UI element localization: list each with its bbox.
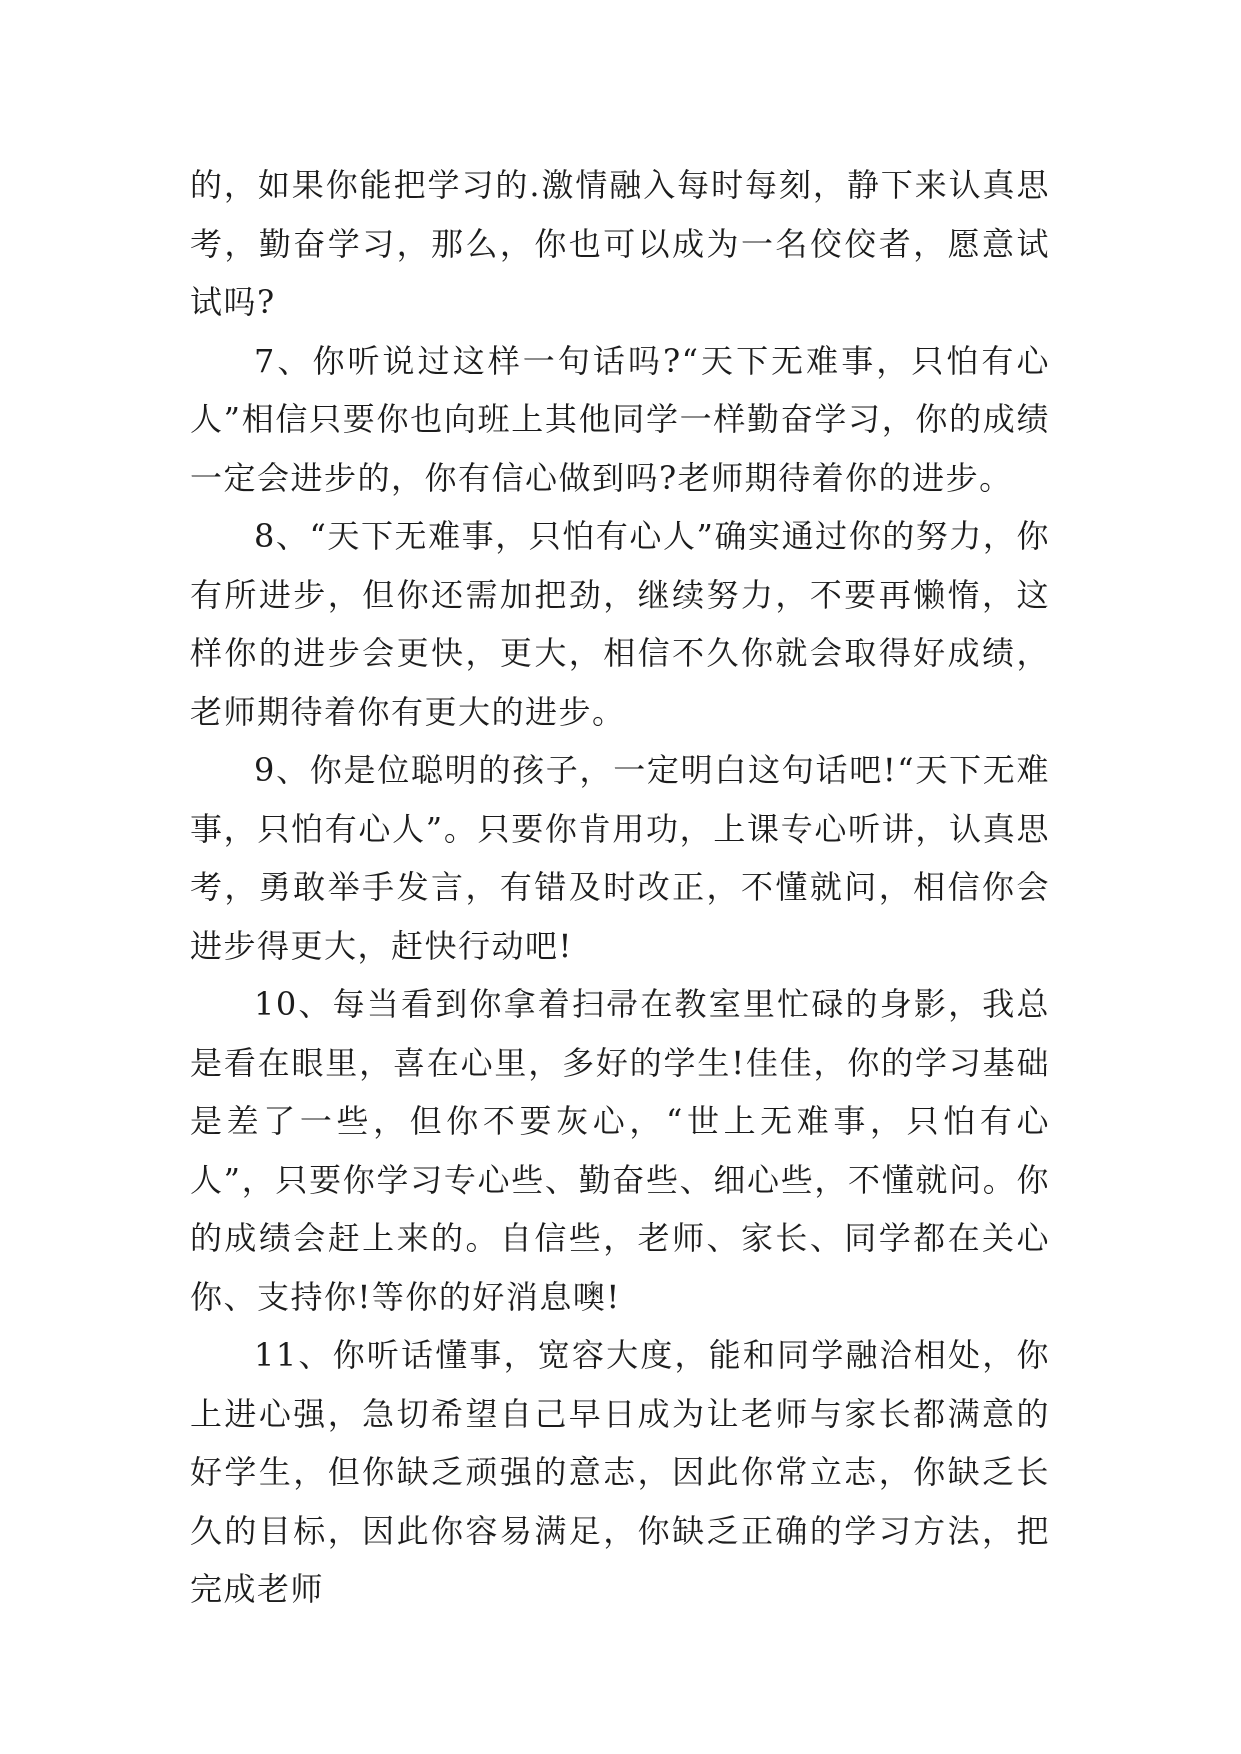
paragraph-10: 10、每当看到你拿着扫帚在教室里忙碌的身影，我总是看在眼里，喜在心里，多好的学生!佳佳，你的学习基础是差了一些，但你不要灰心，“世上无难事，只怕有心人”，只要你学习专心些、勤奋些、细心些，不懂就问。你的成绩会赶上来的。自信些，老师、家长、同学都在关心你、支持你!等你的好消息噢!	[190, 985, 1050, 1316]
document-body	[190, 156, 1050, 1619]
paragraph-6-continuation: 的，如果你能把学习的.激情融入每时每刻，静下来认真思考，勤奋学习，那么，你也可以成为一名佼佼者，愿意试试吗?	[190, 166, 1050, 321]
paragraph-9: 9、你是位聪明的孩子，一定明白这句话吧!“天下无难事，只怕有心人”。只要你肯用功，上课专心听讲，认真思考，勇敢举手发言，有错及时改正，不懂就问，相信你会进步得更大，赶快行动吧!	[190, 751, 1050, 965]
paragraph-11: 11、你听话懂事，宽容大度，能和同学融洽相处，你上进心强，急切希望自己早日成为让老师与家长都满意的好学生，但你缺乏顽强的意志，因此你常立志，你缺乏长久的目标，因此你容易满足，你缺乏正确的学习方法，把完成老师	[190, 1336, 1050, 1608]
paragraph-7: 7、你听说过这样一句话吗?“天下无难事，只怕有心人”相信只要你也向班上其他同学一样勤奋学习，你的成绩一定会进步的，你有信心做到吗?老师期待着你的进步。	[190, 341, 1050, 497]
paragraph-8: 8、“天下无难事，只怕有心人”确实通过你的努力，你有所进步，但你还需加把劲，继续努力，不要再懒惰，这样你的进步会更快，更大，相信不久你就会取得好成绩，老师期待着你有更大的进步。	[190, 517, 1050, 731]
